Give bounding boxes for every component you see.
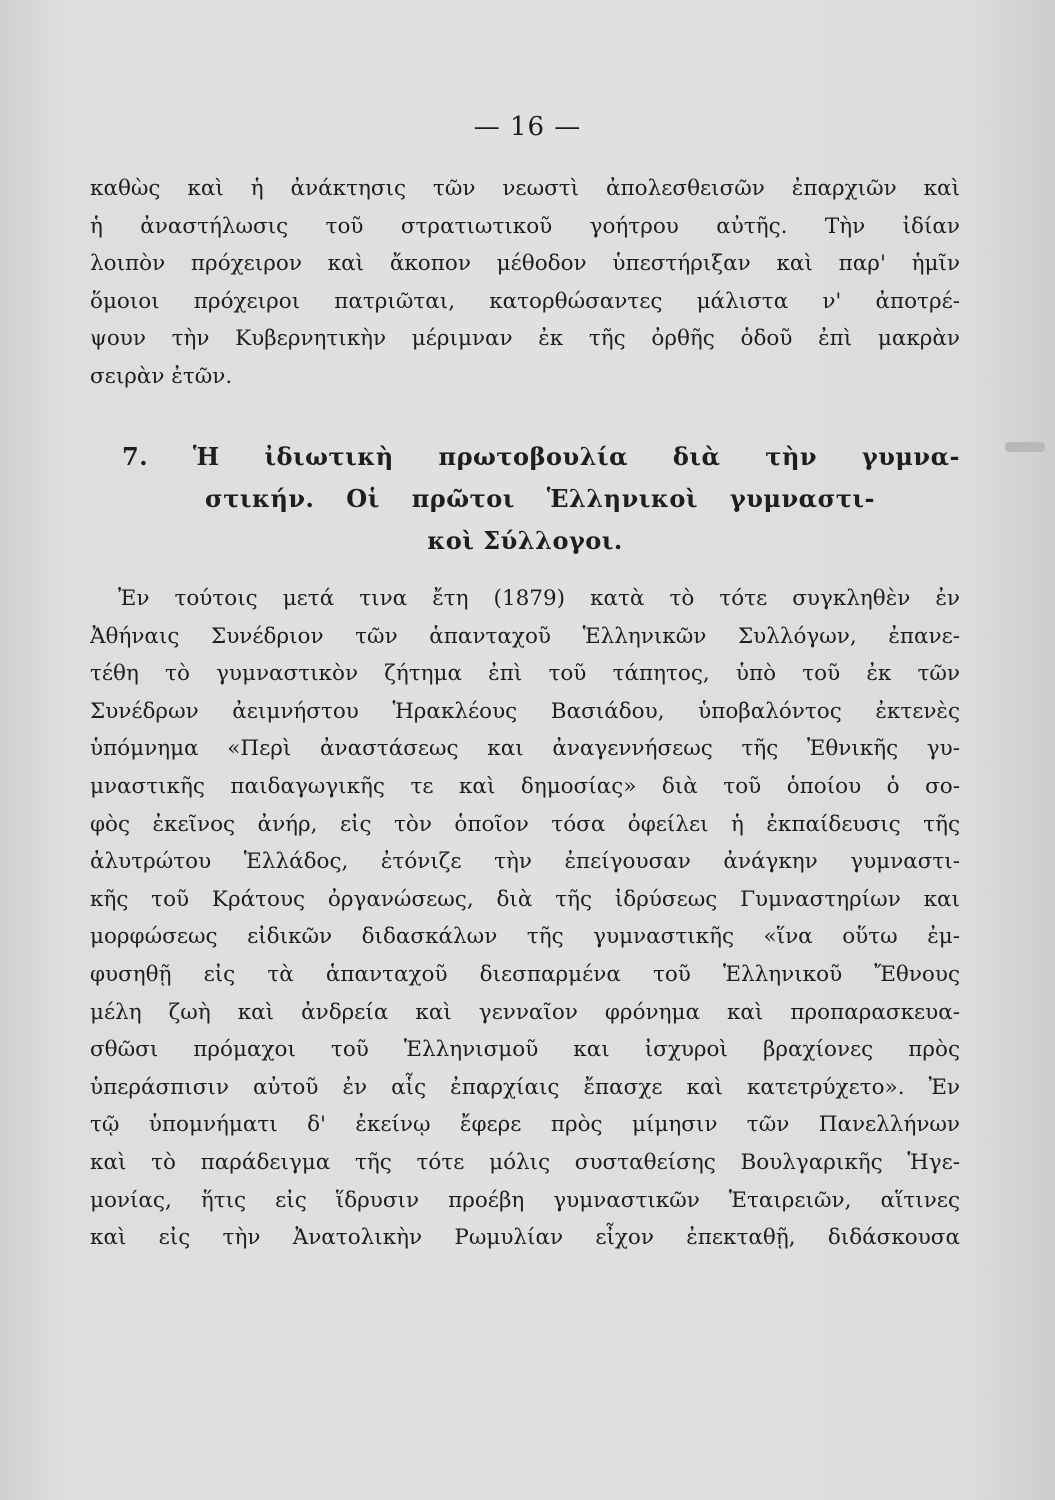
scan-mark (1005, 442, 1045, 452)
heading-line: κοὶ Σύλλογοι. (427, 526, 623, 555)
text-line: μέλη ζωὴ καὶ ἀνδρεία καὶ γενναῖον φρόνημα καὶ προπαρασκευα- (90, 999, 960, 1025)
text-line: κῆς τοῦ Κράτους ὀργανώσεως, διὰ τῆς ἱδρύσεως Γυμναστηρίων και (90, 886, 960, 912)
text-line: μναστικῆς παιδαγωγικῆς τε καὶ δημοσίας» διὰ τοῦ ὁποίου ὁ σο- (90, 773, 960, 799)
text-line: Ἐν τούτοις μετά τινα ἔτη (1879) κατὰ τὸ τότε συγκληθὲν ἐν (118, 586, 960, 611)
text-line: τέθη τὸ γυμναστικὸν ζήτημα ἐπὶ τοῦ τάπητος, ὑπὸ τοῦ ἐκ τῶν (90, 661, 960, 687)
text-line: Ἀθήναις Συνέδριον τῶν ἁπανταχοῦ Ἑλληνικῶν Συλλόγων, ἐπανε- (90, 623, 960, 649)
text-line: μορφώσεως εἰδικῶν διδασκάλων τῆς γυμναστικῆς «ἵνα οὕτω ἐμ- (90, 924, 960, 950)
text-line: καθὼς καὶ ἡ ἀνάκτησις τῶν νεωστὶ ἀπολεσθεισῶν ἐπαρχιῶν καὶ (90, 176, 960, 201)
text-line: ὅμοιοι πρόχειροι πατριῶται, κατορθώσαντες μάλιστα ν' ἀποτρέ- (90, 288, 960, 314)
text-line: μονίας, ἥτις εἰς ἵδρυσιν προέβη γυμναστικῶν Ἑταιρειῶν, αἵτινες (90, 1187, 960, 1213)
text-line: σειρὰν ἐτῶν. (90, 363, 233, 389)
text-line: ὑπόμνημα «Περὶ ἀναστάσεως και ἀναγεννήσεως τῆς Ἐθνικῆς γυ- (90, 736, 960, 762)
paragraph-2 (90, 580, 960, 1257)
text-line: ὑπεράσπισιν αὐτοῦ ἐν αἷς ἐπαρχίαις ἔπασχε καὶ κατετρύχετο». Ἐν (90, 1074, 960, 1100)
heading-line: στικήν. Οἱ πρῶτοι Ἑλληνικοὶ γυμναστι- (205, 484, 875, 513)
text-line: φὸς ἐκεῖνος ἀνήρ, εἰς τὸν ὁποῖον τόσα ὀφείλει ἡ ἐκπαίδευσις τῆς (90, 811, 960, 837)
text-line: σθῶσι πρόμαχοι τοῦ Ἑλληνισμοῦ και ἰσχυροὶ βραχίονες πρὸς (90, 1037, 960, 1063)
text-line: Συνέδρων ἀειμνήστου Ἡρακλέους Βασιάδου, ὑποβαλόντος ἐκτενὲς (90, 698, 960, 724)
text-line: ψουν τὴν Κυβερνητικὴν μέριμναν ἐκ τῆς ὀρθῆς ὁδοῦ ἐπὶ μακρὰν (90, 326, 960, 352)
text-line: καὶ τὸ παράδειγμα τῆς τότε μόλις συσταθείσης Βουλγαρικῆς Ἡγε- (90, 1149, 960, 1175)
text-line: τῷ ὑπομνήματι δ' ἐκείνῳ ἔφερε πρὸς μίμησιν τῶν Πανελλήνων (90, 1112, 960, 1138)
text-line: λοιπὸν πρόχειρον καὶ ἄκοπον μέθοδον ὑπεστήριξαν καὶ παρ' ἡμῖν (90, 251, 960, 277)
text-line: φυσηθῇ εἰς τὰ ἁπανταχοῦ διεσπαρμένα τοῦ Ἑλληνικοῦ Ἔθνους (90, 961, 960, 987)
text-line: ἡ ἀναστήλωσις τοῦ στρατιωτικοῦ γοήτρου αὐτῆς. Τὴν ἰδίαν (90, 213, 960, 239)
paragraph-1 (90, 170, 960, 396)
heading-line: 7. Ἡ ἰδιωτικὴ πρωτοβουλία διὰ τὴν γυμνα- (122, 442, 960, 471)
text-line: καὶ εἰς τὴν Ἀνατολικὴν Ρωμυλίαν εἶχον ἐπεκταθῇ, διδάσκουσα (90, 1225, 960, 1251)
section-heading (90, 436, 960, 562)
page-number: — 16 — (473, 112, 582, 142)
text-line: ἀλυτρώτου Ἑλλάδος, ἐτόνιζε τὴν ἐπείγουσαν ἀνάγκην γυμναστι- (90, 849, 960, 875)
